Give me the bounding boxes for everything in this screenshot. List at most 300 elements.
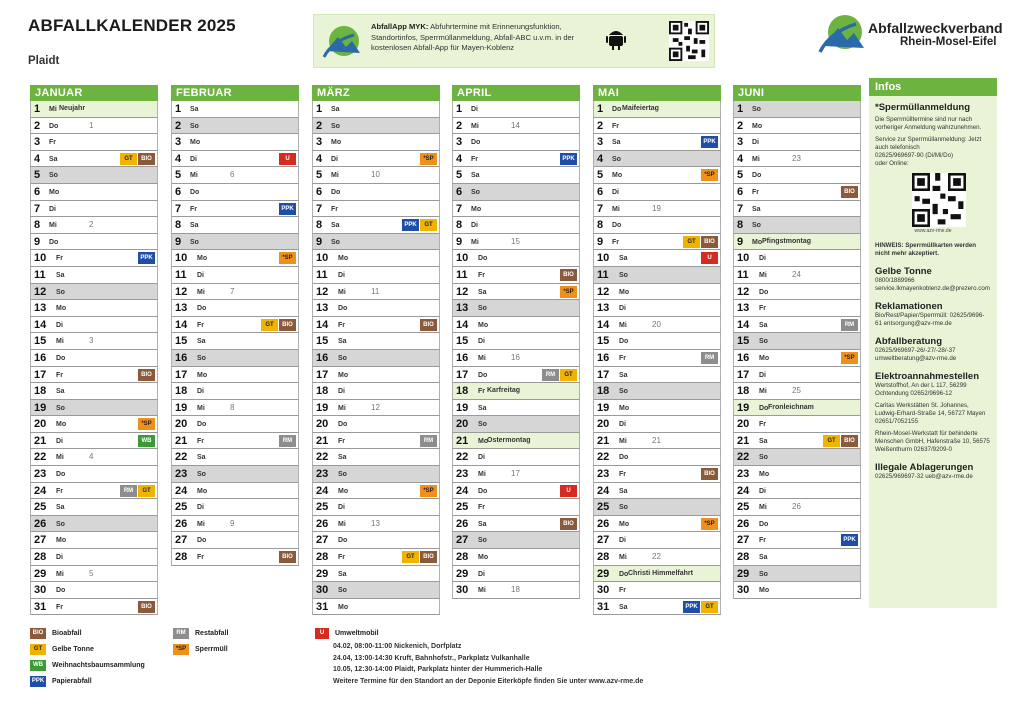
day-number: 1 [34, 103, 41, 115]
collection-badge-rm: RM [120, 485, 137, 497]
weekday: Mi [197, 520, 205, 528]
day-row [452, 416, 580, 433]
weekday: Mi [619, 321, 627, 329]
week-number: 15 [511, 236, 520, 246]
weekday: So [619, 504, 628, 512]
day-row [452, 499, 580, 516]
weekday: Fr [619, 354, 626, 362]
day-row [312, 118, 440, 135]
day-number: 8 [597, 219, 604, 232]
day-row [593, 433, 721, 450]
week-number: 8 [230, 402, 235, 412]
weekday: Di [759, 371, 766, 379]
weekday: Do [619, 338, 629, 346]
collection-badge-bio: BIO [279, 319, 296, 331]
day-number: 22 [34, 451, 47, 464]
weekday: Mi [478, 471, 486, 479]
collection-badge-gt: GT [420, 219, 437, 231]
day-row [30, 284, 158, 301]
weekday: Fr [49, 139, 56, 147]
weekday: Mo [619, 520, 630, 528]
weekday: Sa [338, 338, 347, 346]
umweltmobil-line: Weitere Termine für den Standort an der Deponie Eiterköpfe finden Sie unter www.azv-rme.de [333, 677, 644, 685]
weekday: Do [56, 471, 66, 479]
day-row [30, 167, 158, 184]
day-number: 18 [597, 385, 610, 398]
day-row [171, 118, 299, 135]
day-number: 7 [175, 202, 182, 215]
weekday: Fr [752, 188, 759, 196]
collection-badges [560, 286, 577, 298]
weekday: Di [619, 305, 626, 313]
day-row [452, 483, 580, 500]
android-icon[interactable] [606, 28, 626, 56]
legend-item-wb [30, 660, 145, 671]
collection-badge-ppk: PPK [138, 252, 155, 264]
day-row [171, 333, 299, 350]
day-row [593, 167, 721, 184]
day-number: 13 [456, 302, 469, 315]
day-row [452, 284, 580, 301]
collection-badges [279, 435, 296, 447]
day-row [452, 167, 580, 184]
sperrmuell-phone[interactable]: 02625/969697-90 (Di/Mi/Do) [875, 152, 954, 159]
day-number: 28 [737, 551, 750, 564]
weekday: Do [197, 305, 207, 313]
weekday: So [478, 421, 487, 429]
umweltmobil-line: 10.05, 12:30-14:00 Plaidt, Parkplatz hinter der Hummerich-Halle [333, 666, 543, 673]
day-row [593, 532, 721, 549]
weekday: Do [478, 255, 488, 263]
day-number: 2 [597, 119, 604, 132]
day-number: 8 [175, 219, 182, 232]
collection-badges [701, 136, 718, 148]
day-row [312, 483, 440, 500]
day-row [312, 566, 440, 583]
day-row [312, 300, 440, 317]
collection-badges [701, 252, 718, 264]
day-number: 13 [34, 302, 47, 315]
day-number: 28 [597, 551, 610, 564]
weekday: Mi [331, 172, 339, 180]
day-number: 16 [316, 351, 329, 364]
weekday: Mi [56, 570, 64, 578]
weekday: Mo [338, 603, 349, 611]
day-row [312, 350, 440, 367]
day-row [452, 350, 580, 367]
day-row [452, 118, 580, 135]
collection-badges [420, 153, 437, 165]
day-row [593, 499, 721, 516]
collection-badges [138, 418, 155, 430]
day-number: 29 [597, 567, 610, 580]
collection-badge-gt: GT [261, 319, 278, 331]
elektro-text-2: Caritas Werkstätten St. Johannes, Ludwig-Erhard-Straße 14, 56727 Mayen 02651/7052155 [875, 402, 986, 425]
day-number: 1 [737, 103, 744, 115]
day-row [452, 234, 580, 251]
day-row [171, 317, 299, 334]
day-row [312, 234, 440, 251]
day-row [171, 532, 299, 549]
weekday: So [471, 188, 480, 196]
day-row [733, 499, 861, 516]
weekday: Do [752, 172, 762, 180]
collection-badge-ppk: PPK [402, 219, 419, 231]
weekday: Sa [56, 271, 65, 279]
day-row [312, 151, 440, 168]
day-row [30, 317, 158, 334]
weekday: So [759, 570, 768, 578]
legend-badge: PPK [30, 676, 46, 687]
day-number: 21 [737, 434, 750, 447]
day-number: 20 [34, 418, 47, 431]
collection-badges [683, 236, 718, 248]
app-qr-code-icon[interactable] [669, 21, 709, 61]
day-number: 11 [316, 268, 328, 281]
month-column [171, 85, 299, 566]
weekday: Fr [612, 238, 619, 246]
weekday: Fr [338, 321, 345, 329]
weekday: Mo [759, 354, 770, 362]
weekday: Mi [478, 587, 486, 595]
weekday: Mi [197, 288, 205, 296]
day-row [171, 267, 299, 284]
day-row [593, 267, 721, 284]
location-label: Plaidt [28, 55, 60, 67]
weekday: Di [338, 504, 345, 512]
weekday: So [759, 338, 768, 346]
collection-badges [560, 518, 577, 530]
day-row [312, 433, 440, 450]
collection-badge-rm: RM [420, 435, 437, 447]
weekday: Sa [612, 139, 621, 147]
day-number: 7 [316, 202, 323, 215]
day-row [171, 350, 299, 367]
day-row [30, 217, 158, 234]
holiday-name: Pfingstmontag [762, 237, 811, 245]
day-number: 17 [456, 368, 469, 381]
day-row [171, 516, 299, 533]
collection-badge-gt: GT [402, 551, 419, 563]
weekday: Sa [331, 222, 340, 230]
day-row [312, 250, 440, 267]
day-number: 17 [34, 368, 47, 381]
day-number: 12 [34, 285, 47, 298]
week-number: 1 [89, 120, 94, 130]
month-column [593, 85, 721, 615]
weekday: So [619, 271, 628, 279]
weekday: Mo [478, 554, 489, 562]
elektro-title: Elektroannahmestellen [875, 371, 980, 382]
day-number: 18 [456, 385, 469, 398]
day-row [171, 101, 299, 118]
day-row [452, 566, 580, 583]
holiday-name: Fronleichnam [768, 403, 814, 411]
sperrmuell-online: oder Online: [875, 160, 909, 167]
weekday: Mo [197, 371, 208, 379]
weekday: Fr [338, 437, 345, 445]
day-number: 2 [175, 119, 182, 132]
collection-badges [402, 551, 437, 563]
weekday: So [190, 238, 199, 246]
weekday: Do [759, 520, 769, 528]
day-number: 3 [456, 136, 463, 149]
sperrmuell-title: *Spermüllanmeldung [875, 102, 971, 113]
day-number: 12 [456, 285, 469, 298]
collection-badges [841, 319, 858, 331]
day-row [312, 516, 440, 533]
weekday: Di [612, 188, 619, 196]
collection-badges [701, 518, 718, 530]
day-row [452, 317, 580, 334]
gelbe-tonne-title: Gelbe Tonne [875, 266, 932, 277]
collection-badges [120, 485, 155, 497]
day-row [452, 383, 580, 400]
weekday: Do [612, 106, 622, 113]
weekday: Mo [612, 172, 623, 180]
day-number: 11 [175, 268, 187, 281]
collection-badge-sp: *SP [279, 252, 296, 264]
weekday: Mo [49, 188, 60, 196]
weekday: Di [197, 271, 204, 279]
month-header: APRIL [452, 85, 580, 101]
week-number: 14 [511, 120, 520, 130]
day-number: 26 [175, 517, 188, 530]
day-row [733, 317, 861, 334]
collection-badge-ppk: PPK [841, 534, 858, 546]
day-row [593, 234, 721, 251]
day-number: 7 [597, 202, 604, 215]
weekday: Sa [338, 570, 347, 578]
day-row [171, 383, 299, 400]
day-row [733, 234, 861, 251]
weekday: So [338, 471, 347, 479]
day-row [452, 433, 580, 450]
weekday: Sa [752, 205, 761, 213]
legend-label: Papierabfall [52, 678, 92, 685]
day-number: 30 [456, 584, 469, 597]
day-row [30, 134, 158, 151]
day-row [452, 217, 580, 234]
collection-badges [841, 534, 858, 546]
day-number: 21 [316, 434, 329, 447]
day-number: 6 [597, 185, 604, 198]
collection-badge-bio: BIO [138, 601, 155, 613]
day-row [593, 217, 721, 234]
weekday: Mo [338, 371, 349, 379]
day-row [312, 416, 440, 433]
collection-badge-bio: BIO [701, 236, 718, 248]
day-number: 29 [456, 567, 469, 580]
day-number: 26 [597, 517, 610, 530]
day-row [312, 449, 440, 466]
day-number: 27 [34, 534, 47, 547]
day-number: 7 [34, 202, 41, 215]
day-row [593, 284, 721, 301]
collection-badge-gt: GT [120, 153, 137, 165]
weekday: Sa [49, 155, 58, 163]
day-row [30, 367, 158, 384]
collection-badges [560, 485, 577, 497]
day-row [733, 151, 861, 168]
hinweis-text: HINWEIS: Sperrmüllkarten werden nicht mehr akzeptiert. [875, 242, 977, 257]
abfallberatung-title: Abfallberatung [875, 336, 943, 347]
weekday: Fr [478, 388, 485, 396]
day-number: 11 [456, 268, 468, 281]
month-column [312, 85, 440, 615]
weekday: Sa [619, 487, 628, 495]
day-row [733, 532, 861, 549]
collection-badges [701, 468, 718, 480]
day-row [30, 101, 158, 118]
day-number: 23 [597, 468, 610, 481]
holiday-name: Maifeiertag [622, 105, 659, 112]
month-header: JANUAR [30, 85, 158, 101]
day-number: 21 [175, 434, 188, 447]
illegale-ablagerungen-title: Illegale Ablagerungen [875, 462, 974, 473]
day-row [593, 333, 721, 350]
day-row [30, 516, 158, 533]
legend-item-ppk [30, 676, 92, 687]
info-panel-title: Infos [869, 78, 997, 96]
collection-badge-bio: BIO [560, 518, 577, 530]
day-row [171, 466, 299, 483]
day-number: 25 [316, 501, 329, 514]
day-number: 23 [175, 468, 188, 481]
weekday: Di [478, 338, 485, 346]
weekday: Sa [197, 338, 206, 346]
umweltmobil-label: Umweltmobil [335, 630, 379, 637]
weekday: Mo [478, 321, 489, 329]
day-number: 8 [316, 219, 323, 232]
day-row [171, 250, 299, 267]
collection-badge-ppk: PPK [701, 136, 718, 148]
weekday: Sa [197, 454, 206, 462]
day-number: 19 [737, 401, 750, 414]
day-number: 14 [316, 318, 329, 331]
day-row [30, 151, 158, 168]
weekday: Do [478, 487, 488, 495]
app-logo-icon [320, 21, 364, 63]
day-number: 5 [737, 169, 744, 182]
month-header: JUNI [733, 85, 861, 101]
collection-badge-ppk: PPK [683, 601, 700, 613]
day-row [171, 483, 299, 500]
legend-badge: BIO [30, 628, 46, 639]
weekday: Sa [759, 321, 768, 329]
day-row [593, 367, 721, 384]
weekday: Sa [338, 454, 347, 462]
day-number: 20 [456, 418, 469, 431]
collection-badge-wb: WB [138, 435, 155, 447]
day-row [171, 184, 299, 201]
collection-badges [560, 153, 577, 165]
weekday: Di [190, 155, 197, 163]
day-number: 16 [175, 351, 188, 364]
sperrmuell-qr-code-icon[interactable] [912, 173, 966, 227]
collection-badges [279, 203, 296, 215]
week-number: 23 [792, 153, 801, 163]
weekday: Mo [478, 437, 489, 445]
day-row [733, 449, 861, 466]
day-row [452, 300, 580, 317]
day-number: 27 [737, 534, 750, 547]
day-row [30, 184, 158, 201]
app-name: AbfallApp MYK: [371, 22, 429, 31]
day-row [733, 217, 861, 234]
day-number: 12 [316, 285, 329, 298]
day-number: 22 [316, 451, 329, 464]
day-number: 19 [316, 401, 329, 414]
weekday: So [752, 222, 761, 230]
day-number: 1 [597, 103, 604, 115]
weekday: Mo [759, 471, 770, 479]
day-number: 2 [737, 119, 744, 132]
collection-badges [279, 153, 296, 165]
day-number: 6 [316, 185, 323, 198]
day-number: 25 [737, 501, 750, 514]
weekday: Do [619, 454, 629, 462]
day-number: 4 [34, 152, 41, 165]
day-row [171, 151, 299, 168]
day-row [312, 400, 440, 417]
umweltmobil-badge: U [315, 628, 329, 639]
weekday: Mi [471, 238, 479, 246]
weekday: Do [478, 371, 488, 379]
weekday: Di [338, 388, 345, 396]
day-row [312, 466, 440, 483]
day-number: 5 [316, 169, 323, 182]
day-number: 16 [456, 351, 469, 364]
collection-badge-sp: *SP [420, 153, 437, 165]
day-number: 23 [737, 468, 750, 481]
day-row [171, 367, 299, 384]
day-row [312, 549, 440, 566]
day-row [733, 300, 861, 317]
day-number: 19 [175, 401, 188, 414]
weekday: So [331, 122, 340, 130]
day-row [312, 217, 440, 234]
weekday: Mo [471, 205, 482, 213]
day-number: 3 [175, 136, 182, 149]
collection-badge-sp: *SP [701, 169, 718, 181]
weekday: So [56, 288, 65, 296]
day-row [452, 532, 580, 549]
day-row [733, 367, 861, 384]
day-row [171, 284, 299, 301]
collection-badges [701, 169, 718, 181]
collection-badge-u: U [279, 153, 296, 165]
weekday: Mo [56, 305, 67, 313]
day-number: 25 [34, 501, 47, 514]
collection-badges [138, 601, 155, 613]
collection-badges [683, 601, 718, 613]
day-row [171, 300, 299, 317]
collection-badges [420, 485, 437, 497]
collection-badge-rm: RM [701, 352, 718, 364]
weekday: Mi [759, 271, 767, 279]
day-number: 21 [34, 434, 47, 447]
day-row [593, 184, 721, 201]
weekday: Fr [56, 255, 63, 263]
day-number: 8 [456, 219, 463, 232]
day-row [171, 201, 299, 218]
week-number: 25 [792, 386, 801, 396]
weekday: Di [56, 437, 63, 445]
day-number: 18 [34, 385, 47, 398]
day-number: 14 [597, 318, 610, 331]
day-number: 23 [316, 468, 329, 481]
